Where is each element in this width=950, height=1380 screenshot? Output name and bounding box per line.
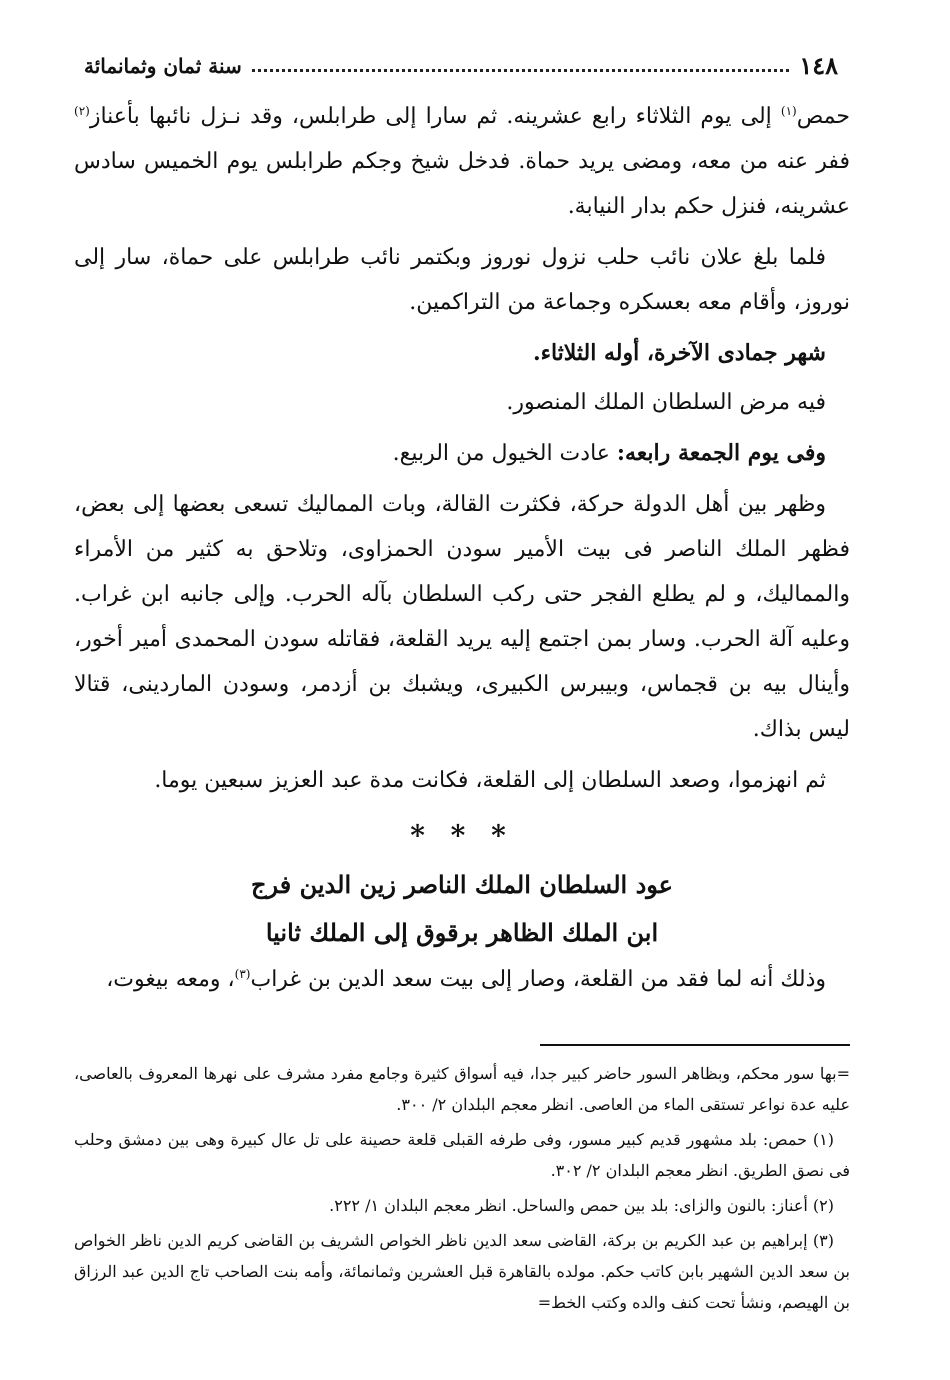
paragraph-1-start: حمص	[796, 104, 850, 129]
paragraph-4	[74, 431, 850, 476]
dotted-leader	[252, 69, 790, 72]
month-heading: شهر جمادى الآخرة، أوله الثلاثاء.	[532, 340, 826, 366]
footnote-continuation: =بها سور محكم، وبظاهر السور حاضر كبير جدا، فيه أسواق كثيرة وجامع مفرد مشرف على نهرها المعروف بالعاصى، عليه عدة نواعر تستقى الماء من العاصى. انظر معجم البلدان ٢/ ٣٠٠.	[74, 1064, 850, 1114]
paragraph-1-middle: إلى يوم الثلاثاء رابع عشرينه. ثم سارا إلى طرابلس، وقد نـزل نائبها بأعناز	[89, 104, 781, 129]
paragraph-4-lead: وفى يوم الجمعة رابعه:	[616, 440, 826, 466]
paragraph-6: ثم انهزموا، وصعد السلطان إلى القلعة، فكانت مدة عبد العزيز سبعين يوما.	[154, 768, 826, 793]
paragraph-7-start: وذلك أنه لما فقد من القلعة، وصار إلى بيت سعد الدين بن غراب	[250, 967, 826, 992]
section-title-line-2: ابن الملك الظاهر برقوق إلى الملك ثانيا	[265, 918, 659, 947]
footnote-3: (٣) إبراهيم بن عبد الكريم بن بركة، القاضى سعد الدين ناظر الخواص الشريف بن القاضى كريم الدين ناظر الخواص بن سعد الدين الشهير بابن كاتب حكم. مولده بالقاهرة قبل العشرين وثمانمائة، وأمه بنت الصاحب تاج الدين عبد الرزاق بن الهيصم، ونشأ تحت كنف والده وكتب الخط=	[74, 1231, 850, 1312]
footnote-ref-3: (٣)	[234, 967, 251, 981]
main-text	[74, 94, 850, 1008]
paragraph-7	[74, 957, 850, 1002]
paragraph-5: وظهر بين أهل الدولة حركة، فكثرت القالة، وبات المماليك تسعى بعضها إلى بعض، فظهر الملك الناصر فى بيت الأمير سودن الحمزاوى، وتلاحق به كثير من الأمراء والمماليك، و لم يطلع الفجر حتى ركب السلطان بآله الحرب. وإلى جانبه ابن غراب. وعليه آلة الحرب. وسار بمن اجتمع إليه يريد القلعة، فقاتله سودن المحمدى أمير أخور، وأينال بيه بن قجماس، وبيبرس الكبيرى، ويشبك بن أزدمر، وسودن الماردينى، قتالا ليس بذاك.	[74, 492, 850, 742]
running-header	[74, 44, 850, 88]
paragraph-1	[74, 94, 850, 229]
paragraph-3: فيه مرض السلطان الملك المنصور.	[506, 390, 826, 415]
paragraph-2: فلما بلغ علان نائب حلب نزول نوروز وبكتمر نائب طرابلس على حماة، سار إلى نوروز، وأقام معه بعسكره وجماعة من التراكمين.	[74, 245, 850, 315]
running-title: سنة ثمان وثمانمائة	[84, 54, 242, 78]
footnote-ref-2: (٢)	[74, 104, 90, 118]
paragraph-4-text: عادت الخيول من الربيع.	[392, 441, 617, 466]
paragraph-7-end: ، ومعه بيغوت،	[106, 967, 235, 992]
section-separator: * * *	[410, 819, 514, 852]
book-page	[74, 44, 850, 1364]
footnote-divider	[540, 1044, 850, 1046]
footnote-2: (٢) أعناز: بالنون والزاى: بلد بين حمص والساحل. انظر معجم البلدان ١/ ٢٢٢.	[329, 1196, 834, 1215]
section-title-line-1: عود السلطان الملك الناصر زين الدين فرج	[251, 870, 673, 899]
footnotes	[74, 1044, 850, 1322]
paragraph-1-end: ففر عنه من معه، ومضى يريد حماة. فدخل شيخ وجكم طرابلس يوم الخميس سادس عشرينه، فنزل حكم بدار النيابة.	[74, 149, 850, 219]
footnote-1: (١) حمص: بلد مشهور قديم كبير مسور، وفى طرفه القبلى قلعة حصينة على تل عال كبيرة وهى بين دمشق وحلب فى نصق الطريق. انظر معجم البلدان ٢/ ٣٠٢.	[74, 1130, 850, 1180]
page-number: ١٤٨	[799, 51, 838, 80]
footnote-ref-1: (١)	[780, 104, 797, 118]
